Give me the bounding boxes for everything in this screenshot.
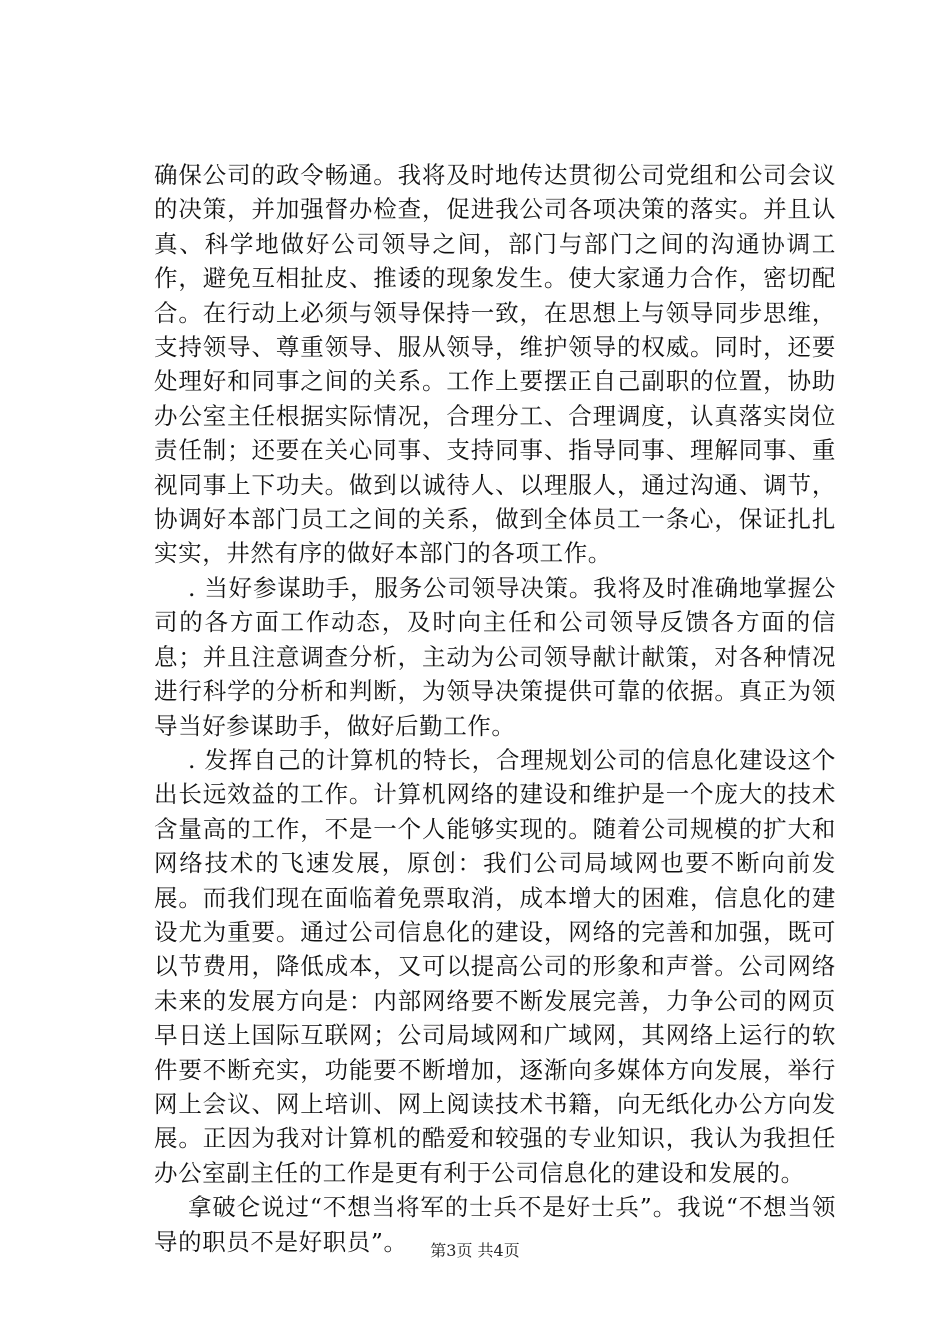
paragraph-advisor-role: . 当好参谋助手，服务公司领导决策。我将及时准确地掌握公司的各方面工作动态，及时向主任和公司领导反馈各方面的信息；并且注意调查分析，主动为公司领导献计献策，对各种情况进行科学的分析和判断，为领导决策提供可靠的依据。真正为领导当好参谋助手，做好后勤工作。 — [154, 573, 836, 740]
paragraph-closing-quote: 拿破仑说过“不想当将军的士兵不是好士兵”。我说“不想当领导的职员不是好职员”。 — [154, 1193, 836, 1256]
paragraph-continuation: 确保公司的政令畅通。我将及时地传达贯彻公司党组和公司会议的决策，并加强督办检查，促进我公司各项决策的落实。并且认真、科学地做好公司领导之间，部门与部门之间的沟通协调工作，避免互相扯皮、推诿的现象发生。使大家通力合作，密切配合。在行动上必须与领导保持一致，在思想上与领导同步思维，支持领导、尊重领导、服从领导，维护领导的权威。同时，还要处理好和同事之间的关系。工作上要摆正自己副职的位置，协助办公室主任根据实际情况，合理分工、合理调度，认真落实岗位责任制；还要在关心同事、支持同事、指导同事、理解同事、重视同事上下功夫。做到以诚待人、以理服人，通过沟通、调节，协调好本部门员工之间的关系，做到全体员工一条心，保证扎扎实实，井然有序的做好本部门的各项工作。 — [154, 161, 836, 568]
page-number-footer: 第3页 共4页 — [430, 1241, 520, 1260]
document-body — [154, 158, 836, 1259]
paragraph-computer-skills: . 发挥自己的计算机的特长，合理规划公司的信息化建设这个出长远效益的工作。计算机网络的建设和维护是一个庞大的技术含量高的工作，不是一个人能够实现的。随着公司规模的扩大和网络技术的飞速发展，原创：我们公司局域网也要不断向前发展。而我们现在面临着免票取消，成本增大的困难，信息化的建设尤为重要。通过公司信息化的建设，网络的完善和加强，既可以节费用，降低成本，又可以提高公司的形象和声誉。公司网络未来的发展方向是：内部网络要不断发展完善，力争公司的网页早日送上国际互联网；公司局域网和广域网，其网络上运行的软件要不断充实，功能要不断增加，逐渐向多媒体方向发展，举行网上会议、网上培训、网上阅读技术书籍，向无纸化办公方向发展。正因为我对计算机的酷爱和较强的专业知识，我认为我担任办公室副主任的工作是更有利于公司信息化的建设和发展的。 — [154, 745, 836, 1187]
